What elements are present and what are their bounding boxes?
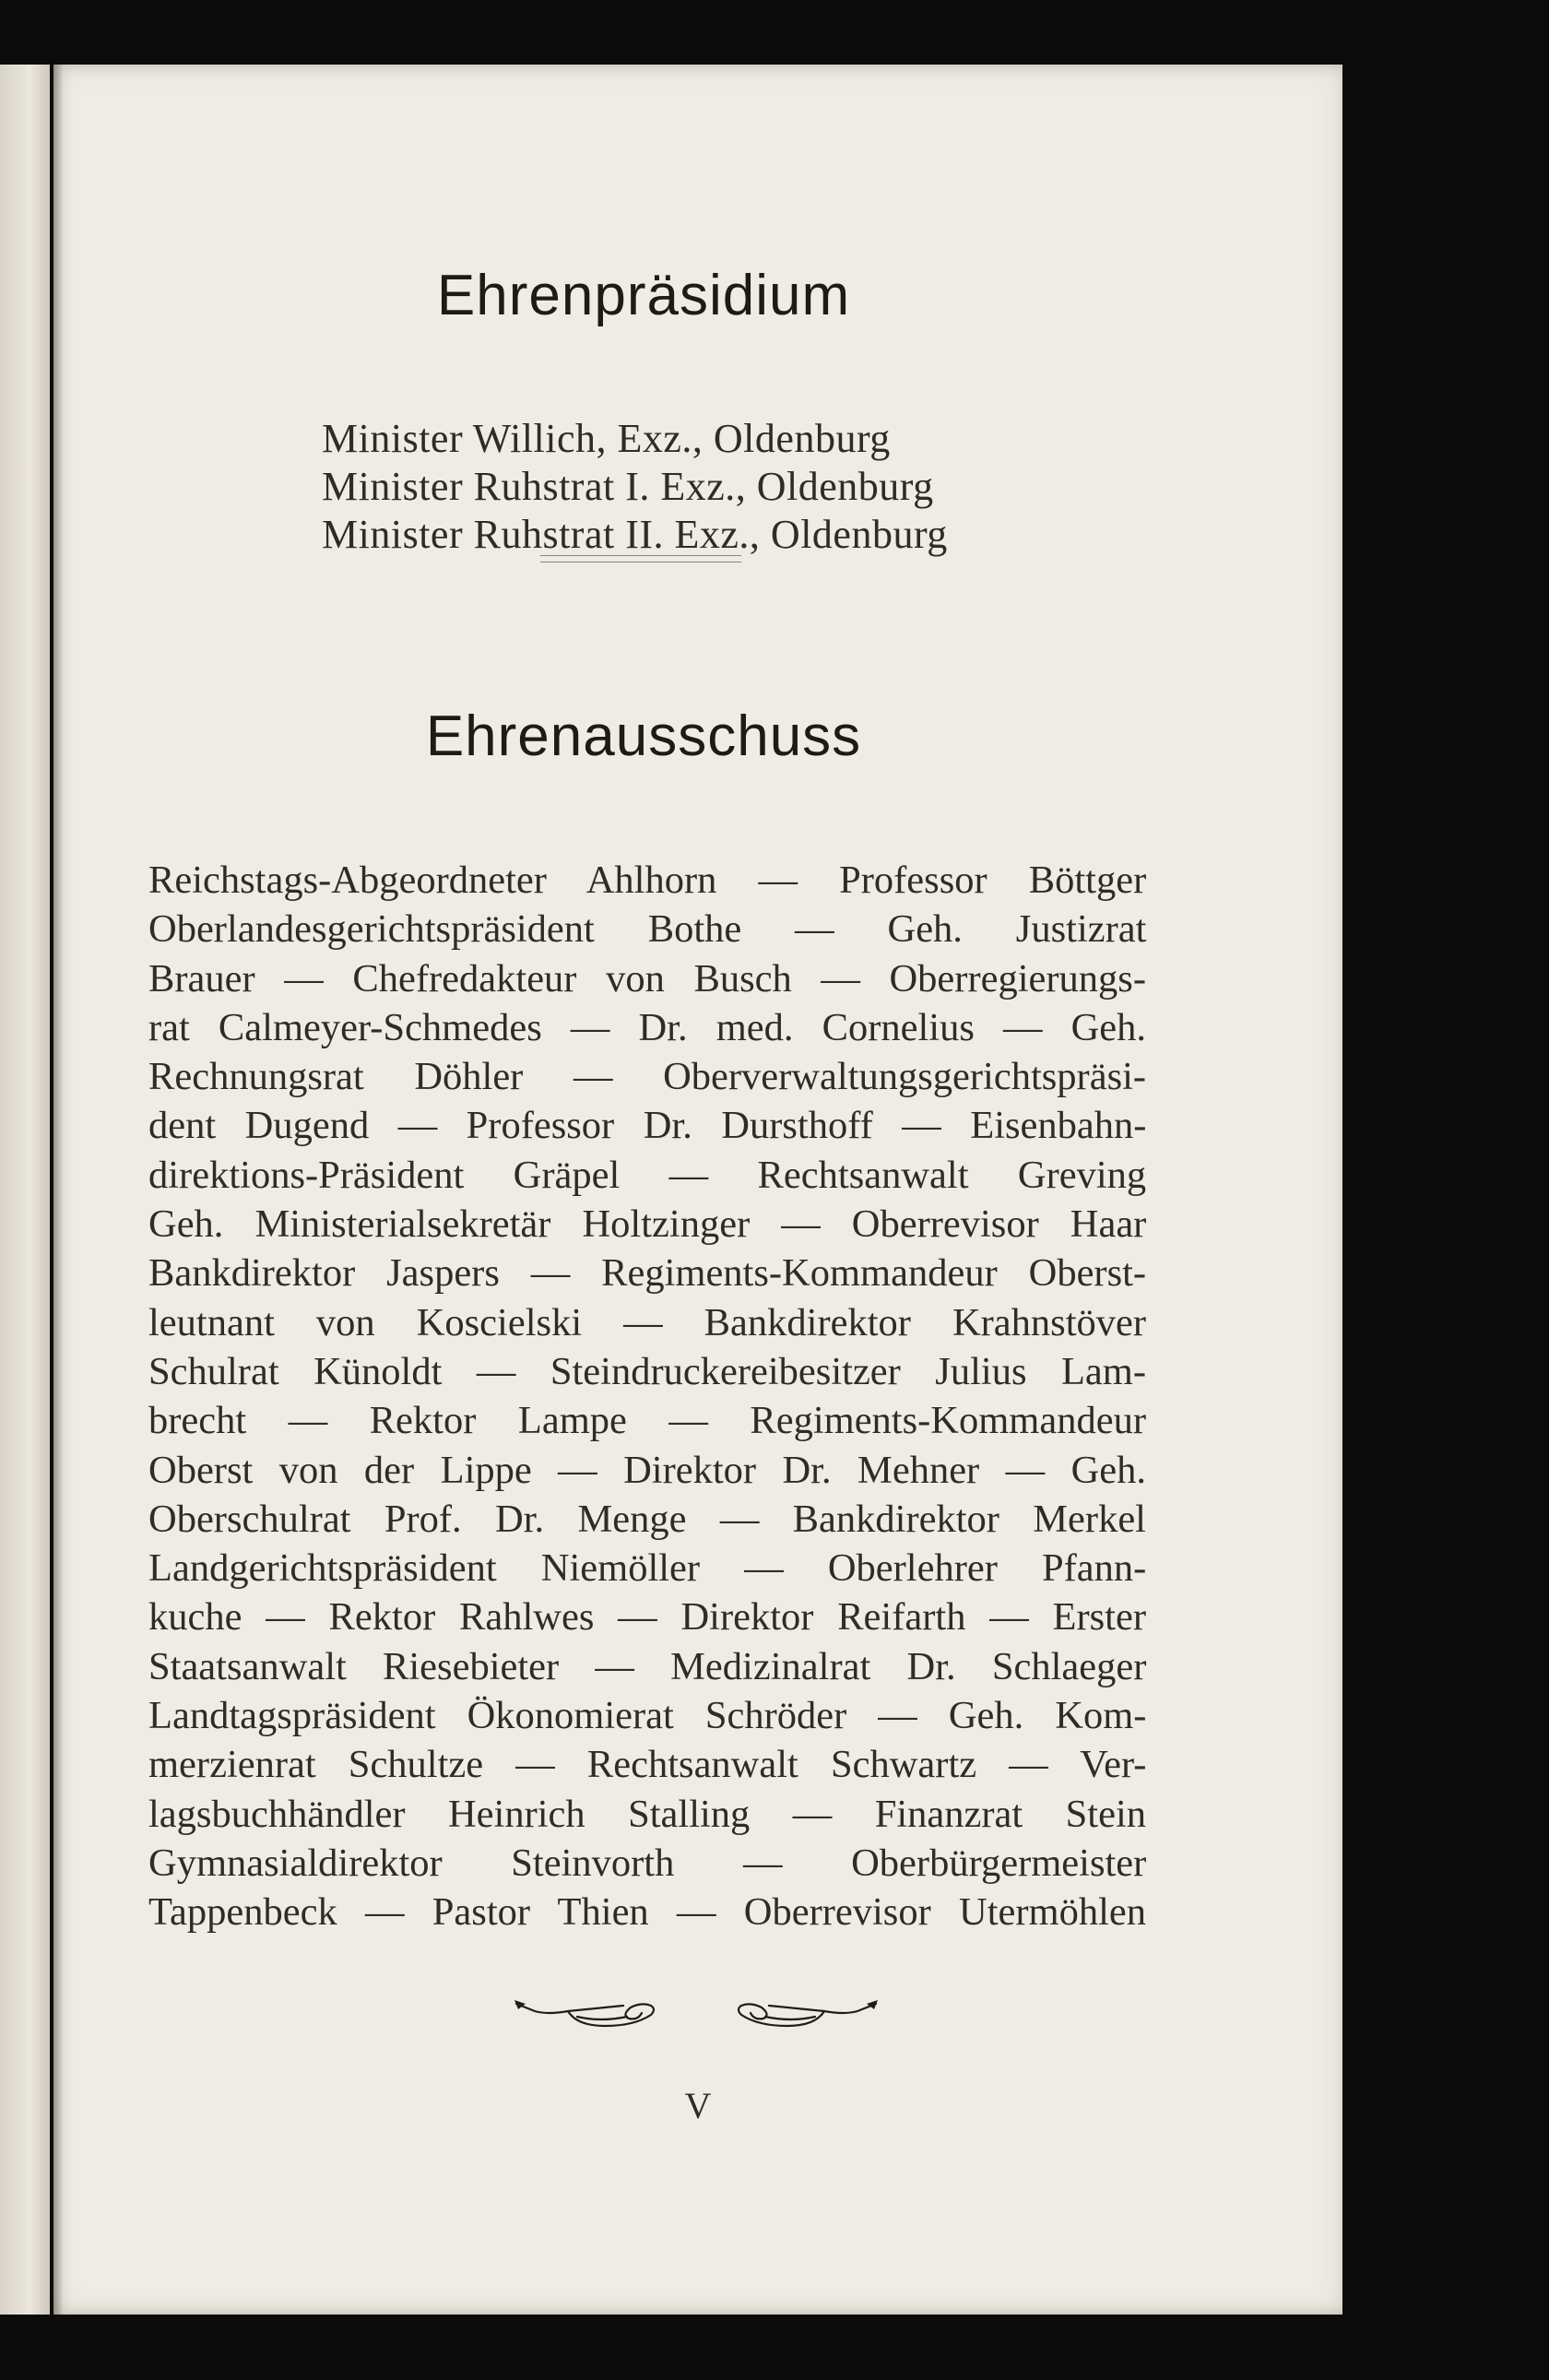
text-line: direktions-Präsident Gräpel — Rechtsanwalt Greving (148, 1153, 1147, 1197)
text-line: dent Dugend — Professor Dr. Dursthoff — Eisenbahn- (148, 1104, 1147, 1148)
praesidium-member: Minister Willich, Exz., Oldenburg (322, 416, 891, 461)
ornament-vignette-icon (513, 1995, 880, 2039)
text-line: lagsbuchhändler Heinrich Stalling — Finanzrat Stein (148, 1792, 1146, 1836)
text-line: Geh. Ministerialsekretär Holtzinger — Oberrevisor Haar (148, 1202, 1147, 1247)
text-line: kuche — Rektor Rahlwes — Direktor Reifarth — Erster (148, 1595, 1146, 1640)
praesidium-member: Minister Ruhstrat I. Exz., Oldenburg (322, 464, 934, 509)
text-line: Oberlandesgerichtspräsident Bothe — Geh. Justizrat (148, 907, 1147, 952)
ehrenpraesidium-heading: Ehrenpräsidium (436, 264, 851, 327)
text-line: Gymnasialdirektor Steinvorth — Oberbürgermeister (148, 1841, 1147, 1885)
previous-page-edge (0, 65, 50, 2315)
ehrenausschuss-heading: Ehrenausschuss (425, 705, 862, 768)
text-line: Oberst von der Lippe — Direktor Dr. Mehner — Geh. (148, 1448, 1146, 1492)
ausschuss-member-text (148, 856, 1146, 1937)
text-line: rat Calmeyer-Schmedes — Dr. med. Cornelius — Geh. (148, 1005, 1146, 1049)
text-line: merzienrat Schultze — Rechtsanwalt Schwartz — Ver- (148, 1743, 1147, 1787)
text-line: Tappenbeck — Pastor Thien — Oberrevisor Utermöhlen (148, 1890, 1147, 1935)
text-line: Landgerichtspräsident Niemöller — Oberlehrer Pfann- (148, 1546, 1147, 1591)
text-line: Landtagspräsident Ökonomierat Schröder — Geh. Kom- (148, 1694, 1147, 1738)
page-gutter-shadow (53, 65, 63, 2315)
text-line: leutnant von Koscielski — Bankdirektor Krahnstöver (148, 1300, 1147, 1344)
text-line: Reichstags-Abgeordneter Ahlhorn — Professor Böttger (148, 858, 1147, 902)
text-line: brecht — Rektor Lampe — Regiments-Kommandeur (148, 1399, 1146, 1443)
text-line: Brauer — Chefredakteur von Busch — Oberregierungs- (148, 956, 1146, 1001)
praesidium-member: Minister Ruhstrat II. Exz., Oldenburg (322, 512, 948, 557)
text-line: Rechnungsrat Döhler — Oberverwaltungsgerichtspräsi- (148, 1055, 1147, 1099)
text-line: Bankdirektor Jaspers — Regiments-Kommandeur Oberst- (148, 1251, 1147, 1296)
text-line: Staatsanwalt Riesebieter — Medizinalrat Dr. Schlaeger (148, 1644, 1147, 1688)
page-number: V (684, 2085, 712, 2126)
text-line: Oberschulrat Prof. Dr. Menge — Bankdirektor Merkel (148, 1497, 1146, 1541)
text-line: Schulrat Künoldt — Steindruckereibesitzer Julius Lam- (148, 1349, 1146, 1393)
book-page (53, 65, 1342, 2315)
section-divider (540, 555, 741, 562)
praesidium-member-list (322, 415, 1078, 559)
